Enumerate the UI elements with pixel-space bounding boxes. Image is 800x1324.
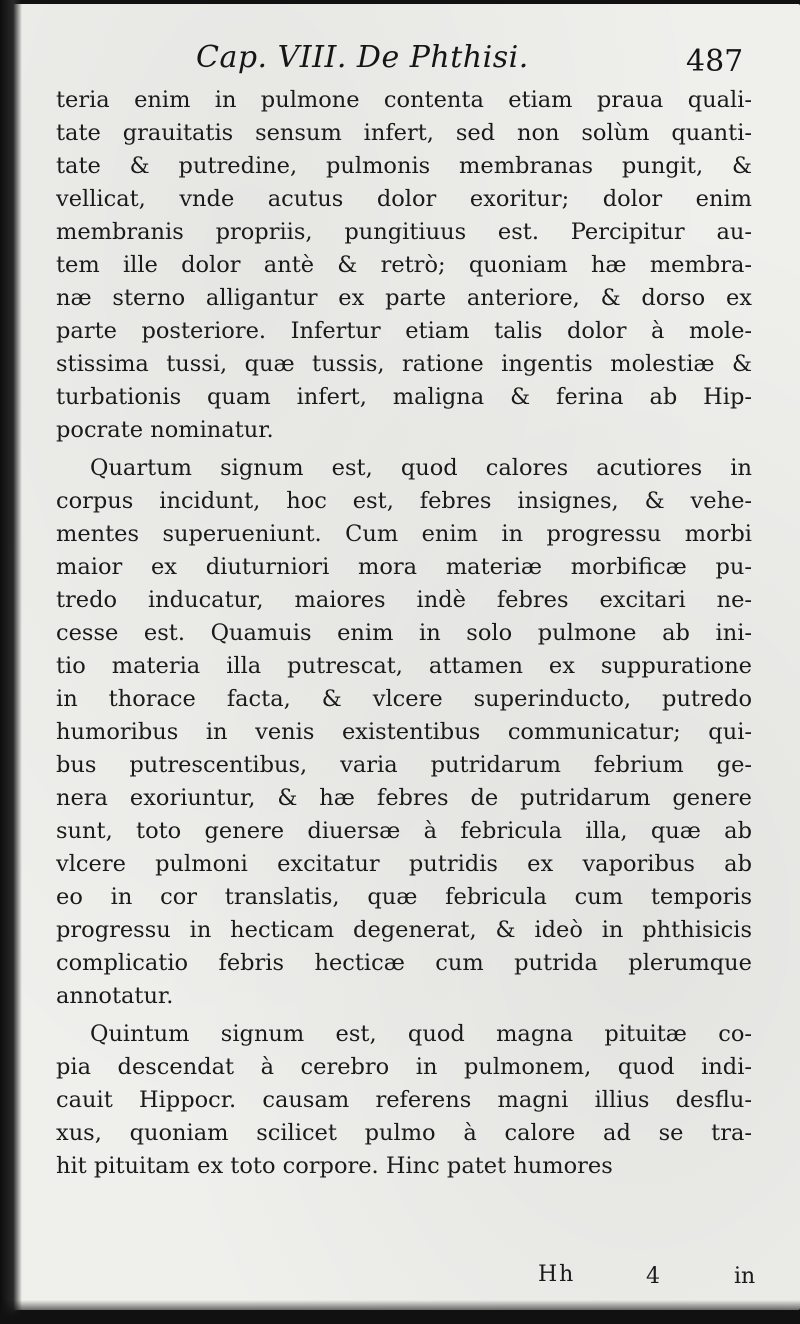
catchword: in xyxy=(734,1264,756,1289)
text-line: vlcere pulmoni excitatur putridis ex vaporibus ab xyxy=(56,851,752,877)
text-line: hit pituitam ex toto corpore. Hinc patet humores xyxy=(56,1153,613,1179)
paragraph-1 xyxy=(56,84,752,447)
text-line: tredo inducatur, maiores indè febres excitari ne- xyxy=(56,587,752,613)
text-line: turbationis quam infert, maligna & ferina ab Hip- xyxy=(56,384,752,410)
text-line: Quartum signum est, quod calores acutiores in xyxy=(90,455,752,481)
paragraph-3 xyxy=(56,1018,752,1183)
text-line: humoribus in venis existentibus communicatur; qui- xyxy=(56,719,752,745)
text-line: vellicat, vnde acutus dolor exoritur; dolor enim xyxy=(56,186,752,212)
text-line: sunt, toto genere diuersæ à febricula illa, quæ ab xyxy=(56,818,752,844)
text-line: corpus incidunt, hoc est, febres insignes, & vehe- xyxy=(56,488,752,514)
page-footer xyxy=(0,1262,800,1298)
text-line: Quintum signum est, quod magna pituitæ co- xyxy=(90,1021,752,1047)
running-title: Cap. VIII. De Phthisi. xyxy=(196,40,529,75)
text-line: pia descendat à cerebro in pulmonem, quod indi- xyxy=(56,1054,752,1080)
text-line: in thorace facta, & vlcere superinducto, putredo xyxy=(56,686,752,712)
text-line: stissima tussi, quæ tussis, ratione ingentis molestiæ & xyxy=(56,351,752,377)
body-text xyxy=(56,84,752,1183)
text-line: complicatio febris hecticæ cum putrida plerumque xyxy=(56,950,752,976)
text-line: mentes superueniunt. Cum enim in progressu morbi xyxy=(56,521,752,547)
bottom-shadow xyxy=(0,1300,800,1324)
binding-shadow xyxy=(0,0,22,1324)
text-line: parte posteriore. Infertur etiam talis dolor à mole- xyxy=(56,318,752,344)
text-line: teria enim in pulmone contenta etiam praua quali- xyxy=(56,87,752,113)
text-line: tate grauitatis sensum infert, sed non solùm quanti- xyxy=(56,120,752,146)
text-line: nera exoriuntur, & hæ febres de putridarum genere xyxy=(56,785,752,811)
text-line: cesse est. Quamuis enim in solo pulmone ab ini- xyxy=(56,620,752,646)
text-line: tem ille dolor antè & retrò; quoniam hæ membra- xyxy=(56,252,752,278)
page-number: 487 xyxy=(686,44,744,79)
signature-mark: Hh xyxy=(538,1262,576,1287)
text-line: tate & putredine, pulmonis membranas pungit, & xyxy=(56,153,752,179)
text-line: annotatur. xyxy=(56,983,174,1009)
text-line: eo in cor translatis, quæ febricula cum temporis xyxy=(56,884,752,910)
text-line: progressu in hecticam degenerat, & ideò in phthisicis xyxy=(56,917,752,943)
text-line: xus, quoniam scilicet pulmo à calore ad se tra- xyxy=(56,1120,752,1146)
text-line: cauit Hippocr. causam referens magni illius desflu- xyxy=(56,1087,752,1113)
text-line: bus putrescentibus, varia putridarum febrium ge- xyxy=(56,752,752,778)
signature-number: 4 xyxy=(646,1264,660,1289)
paragraph-2 xyxy=(56,452,752,1013)
text-line: membranis propriis, pungitiuus est. Percipitur au- xyxy=(56,219,752,245)
text-line: næ sterno alligantur ex parte anteriore, & dorso ex xyxy=(56,285,752,311)
text-line: tio materia illa putrescat, attamen ex suppuratione xyxy=(56,653,752,679)
page-header xyxy=(0,40,800,86)
text-line: maior ex diuturniori mora materiæ morbificæ pu- xyxy=(56,554,752,580)
text-line: pocrate nominatur. xyxy=(56,417,274,443)
